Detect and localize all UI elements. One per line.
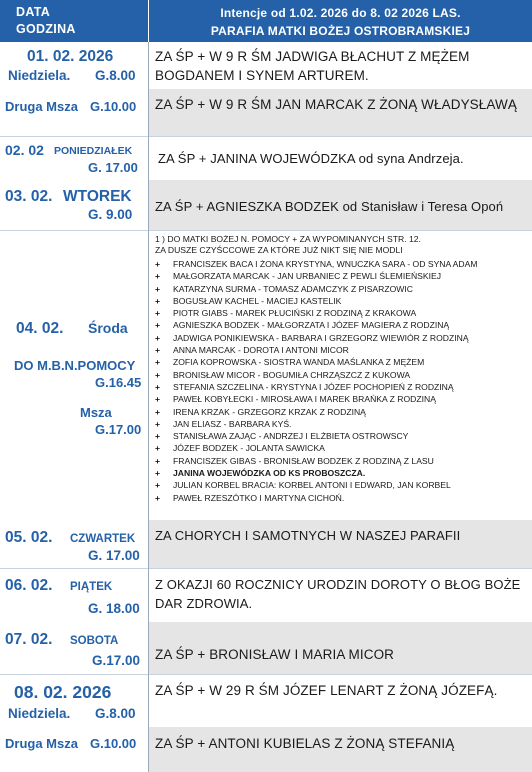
list-item-text: IRENA KRZAK - GRZEGORZ KRZAK Z RODZINĄ xyxy=(173,406,366,417)
intention-cell xyxy=(149,136,532,180)
intention-cell xyxy=(149,230,532,520)
intention-cell xyxy=(149,89,532,136)
list-item-text: JADWIGA PONIKIEWSKA - BARBARA I GRZEGORZ WIEWIÓR Z RODZINĄ xyxy=(173,332,469,343)
list-intro xyxy=(155,234,421,256)
row-time: G. 17.00 xyxy=(88,548,140,563)
intention-text: ZA ŚP + BRONISŁAW I MARIA MICOR xyxy=(155,647,395,662)
list-item xyxy=(155,319,478,331)
list-item-text: MAŁGORZATA MARCAK - JAN URBANIEC Z PEWLI ŚLEMIEŃSKIEJ xyxy=(173,271,442,282)
list-item xyxy=(155,418,478,430)
header-date-column xyxy=(0,0,149,42)
table-row xyxy=(0,727,532,772)
list-item-text: FRANCISZEK BACA I ŻONA KRYSTYNA, WNUCZKA SARA - OD SYNA ADAM xyxy=(173,259,478,269)
row-day: PIĄTEK xyxy=(70,581,113,593)
row-extra-label: DO M.B.N.POMOCY xyxy=(14,358,136,373)
row-extra2-time: G.17.00 xyxy=(95,422,142,437)
row-time: G.8.00 xyxy=(95,68,136,83)
list-item xyxy=(155,307,478,319)
plus-bullet-icon: + xyxy=(155,271,161,282)
date-cell xyxy=(0,674,149,727)
plus-bullet-icon: + xyxy=(155,394,161,405)
table-row xyxy=(0,89,532,137)
intention-cell xyxy=(149,520,532,568)
table-row xyxy=(0,568,532,623)
intention-cell xyxy=(149,568,532,622)
list-item-text: JÓZEF BODZEK - JOLANTA SAWICKA xyxy=(173,443,325,454)
row-extra2-label: Msza xyxy=(80,405,112,420)
row-time: G. 17.00 xyxy=(88,160,138,175)
list-item-text: AGNIESZKA BODZEK - MAŁGORZATA I JÓZEF MAGIERA Z RODZINĄ xyxy=(173,320,450,331)
intention-text: ZA ŚP + JANINA WOJEWÓDZKA od syna Andrzeja. xyxy=(158,151,464,166)
date-cell xyxy=(0,42,149,89)
date-cell xyxy=(0,180,149,230)
plus-bullet-icon: + xyxy=(155,431,161,442)
table-row xyxy=(0,180,532,231)
plus-bullet-icon: + xyxy=(155,283,161,294)
plus-bullet-icon: + xyxy=(155,332,161,343)
plus-bullet-icon: + xyxy=(155,418,161,429)
intention-cell xyxy=(149,727,532,772)
row-time: G. 18.00 xyxy=(88,601,140,616)
list-item-text: JANINA WOJEWÓDZKA OD KS PROBOSZCZA. xyxy=(173,468,366,479)
date-cell xyxy=(0,230,149,520)
intention-text: ZA ŚP + AGNIESZKA BODZEK od Stanisław i Teresa Opoń xyxy=(155,199,504,214)
row-day: Niedziela. xyxy=(8,68,71,83)
list-item xyxy=(155,369,478,381)
date-cell xyxy=(0,520,149,568)
list-item xyxy=(155,393,478,405)
row-date: 03. 02. xyxy=(5,188,53,205)
plus-bullet-icon: + xyxy=(155,406,161,417)
row-date: Druga Msza xyxy=(5,736,78,751)
row-date: 05. 02. xyxy=(5,529,53,546)
table-row xyxy=(0,674,532,728)
list-item xyxy=(155,479,478,491)
row-time: G.10.00 xyxy=(90,99,137,114)
date-cell xyxy=(0,622,149,674)
intention-text: ZA ŚP + W 29 R ŚM JÓZEF LENART Z ŻONĄ JÓZEFĄ. xyxy=(155,683,498,698)
date-cell xyxy=(0,568,149,622)
plus-bullet-icon: + xyxy=(155,308,161,319)
intention-text: ZA ŚP + ANTONI KUBIELAS Z ŻONĄ STEFANIĄ xyxy=(155,736,455,751)
plus-bullet-icon: + xyxy=(155,295,161,306)
table-row xyxy=(0,136,532,181)
plus-bullet-icon: + xyxy=(155,468,161,479)
list-item xyxy=(155,344,478,356)
list-item xyxy=(155,492,478,504)
list-item xyxy=(155,406,478,418)
plus-bullet-icon: + xyxy=(155,357,161,368)
intention-cell xyxy=(149,180,532,230)
row-time: G.17.00 xyxy=(92,653,141,668)
intention-cell xyxy=(149,42,532,89)
row-day: SOBOTA xyxy=(70,635,119,647)
row-date: Druga Msza xyxy=(5,99,78,114)
row-time: G.8.00 xyxy=(95,706,136,721)
table-row xyxy=(0,520,532,569)
list-item xyxy=(155,455,478,467)
list-intro-line2: ZA DUSZE CZYŚCCOWE ZA KTÓRE JUŻ NIKT SIĘ NIE MODLI xyxy=(155,245,403,255)
header-intentions-column xyxy=(149,0,532,42)
header-godzina-label: GODZINA xyxy=(16,22,76,36)
list-item-text: FRANCISZEK GIBAS - BRONISŁAW BODZEK Z RODZINĄ Z LASU xyxy=(173,455,434,466)
list-item-text: BRONISŁAW MICOR - BOGUMIŁA CHRZĄSZCZ Z KUKOWA xyxy=(173,369,411,380)
list-item-text: JAN ELIASZ - BARBARA KYŚ. xyxy=(173,418,292,429)
list-item-text: PAWEŁ KOBYŁECKI - MIROSŁAWA I MAREK BRAŃKA Z RODZINĄ xyxy=(173,394,436,405)
row-day: PONIEDZIAŁEK xyxy=(54,145,133,157)
list-item-text: ZOFIA KOPROWSKA - SIOSTRA WANDA MAŚLANKA Z MĘŻEM xyxy=(173,357,425,368)
list-item-text: PAWEŁ RZESZÓTKO I MARTYNA CICHOŃ. xyxy=(173,492,345,503)
list-item-text: ANNA MARCAK - DOROTA I ANTONI MICOR xyxy=(173,345,349,356)
plus-bullet-icon: + xyxy=(155,455,161,466)
row-date: 04. 02. xyxy=(16,320,64,337)
table-row xyxy=(0,622,532,675)
list-item-text: STEFANIA SZCZELINA - KRYSTYNA I JÓZEF POCHOPIEŃ Z RODZINĄ xyxy=(173,381,454,392)
intention-cell xyxy=(149,674,532,727)
list-item-text: PIOTR GIABS - MAREK PŁUCIŃSKI Z RODZINĄ Z KRAKOWA xyxy=(173,308,417,319)
list-item-text: JULIAN KORBEL BRACIA: KORBEL ANTONI I EDWARD, JAN KORBEL xyxy=(173,480,451,491)
date-cell xyxy=(0,136,149,180)
plus-bullet-icon: + xyxy=(155,381,161,392)
row-date: 02. 02 xyxy=(5,142,44,158)
row-time: G.10.00 xyxy=(90,736,137,751)
row-date: 08. 02. 2026 xyxy=(14,682,112,702)
list-item xyxy=(155,430,478,442)
intention-text: ZA ŚP + W 9 R ŚM JADWIGA BŁACHUT Z MĘŻEM BOGDANEM I SYNEM ARTUREM. xyxy=(155,49,470,83)
row-date: 07. 02. xyxy=(5,631,53,648)
list-item xyxy=(155,283,478,295)
table-row xyxy=(0,230,532,521)
list-item xyxy=(155,381,478,393)
intention-text: ZA ŚP + W 9 R ŚM JAN MARCAK Z ŻONĄ WŁADYSŁAWĄ xyxy=(155,97,517,112)
plus-bullet-icon: + xyxy=(155,480,161,491)
list-item xyxy=(155,467,478,479)
plus-bullet-icon: + xyxy=(155,259,161,269)
list-item xyxy=(155,258,478,270)
header-parish: PARAFIA MATKI BOŻEJ OSTROBRAMSKIEJ xyxy=(210,24,471,38)
intention-cell xyxy=(149,622,532,674)
list-item xyxy=(155,332,478,344)
list-item-text: STANISŁAWA ZAJĄC - ANDRZEJ I ELŻBIETA OSTROWSCY xyxy=(173,431,409,442)
row-time: G. 9.00 xyxy=(88,207,133,222)
date-cell xyxy=(0,89,149,136)
table-header xyxy=(0,0,532,42)
row-day: Środa xyxy=(88,320,128,336)
row-day: WTOREK xyxy=(63,188,132,205)
row-day: CZWARTEK xyxy=(70,533,136,545)
date-cell xyxy=(0,727,149,772)
intention-text: Z OKAZJI 60 ROCZNICY URODZIN DOROTY O BŁOG BOŻE DAR ZDROWIA. xyxy=(155,577,521,611)
table-row xyxy=(0,42,532,90)
list-item-text: BOGUSŁAW KACHEL - MACIEJ KASTELIK xyxy=(173,295,342,306)
list-item-text: KATARZYNA SURMA - TOMASZ ADAMCZYK Z PISARZOWIC xyxy=(173,283,414,294)
list-item xyxy=(155,295,478,307)
plus-bullet-icon: + xyxy=(155,369,161,380)
list-intro-line1: 1 ) DO MATKI BOŻEJ N. POMOCY + ZA WYPOMINANYCH STR. 12. xyxy=(155,234,421,244)
intention-list xyxy=(155,258,478,504)
list-item xyxy=(155,270,478,282)
plus-bullet-icon: + xyxy=(155,345,161,356)
header-data-label: DATA xyxy=(16,5,51,19)
row-extra-time: G.16.45 xyxy=(95,375,142,390)
plus-bullet-icon: + xyxy=(155,443,161,454)
row-day: Niedziela. xyxy=(8,706,71,721)
list-item xyxy=(155,442,478,454)
intention-text: ZA CHORYCH I SAMOTNYCH W NASZEJ PARAFII xyxy=(155,528,461,543)
row-date: 06. 02. xyxy=(5,577,53,594)
plus-bullet-icon: + xyxy=(155,492,161,503)
list-item xyxy=(155,356,478,368)
row-date: 01. 02. 2026 xyxy=(27,48,114,65)
plus-bullet-icon: + xyxy=(155,320,161,331)
header-title: Intencje od 1.02. 2026 do 8. 02 2026 LAS. xyxy=(220,6,461,20)
